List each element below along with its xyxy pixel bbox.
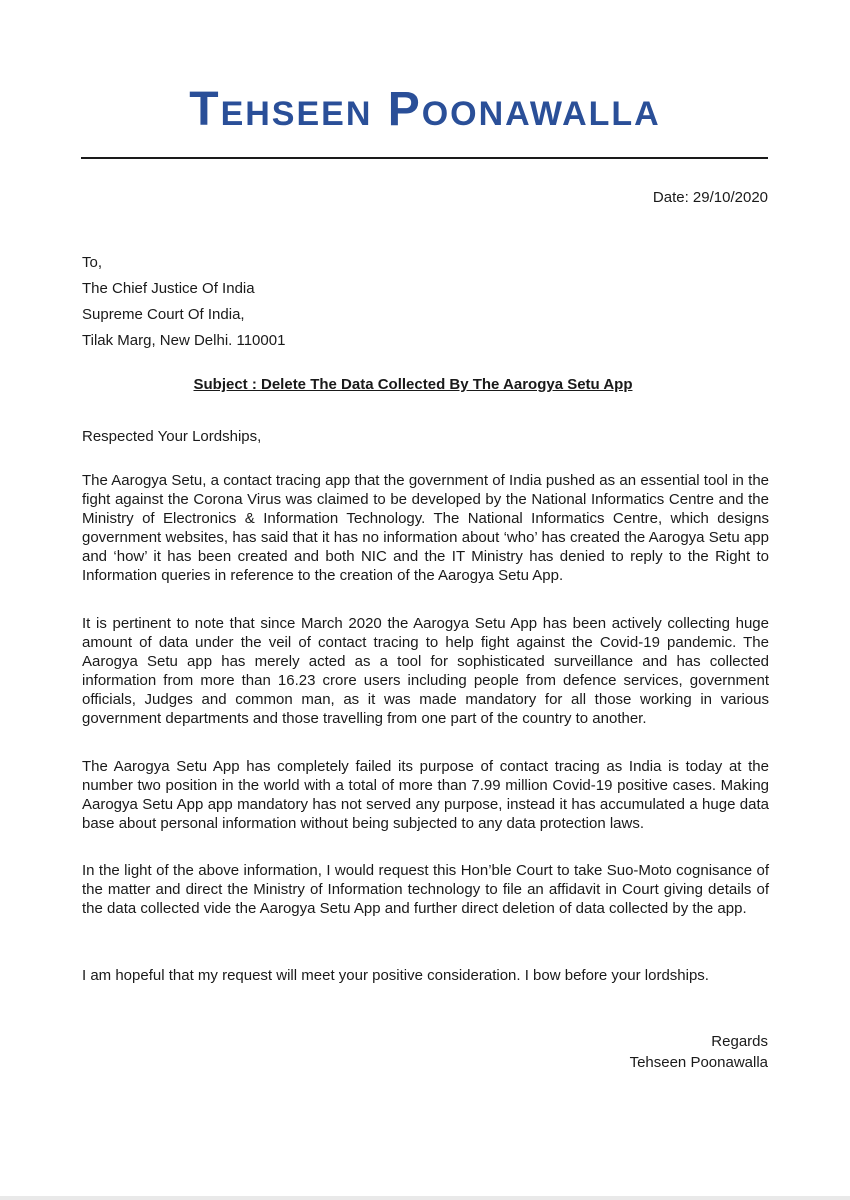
body-paragraph: The Aarogya Setu, a contact tracing app that the government of India pushed as an essential tool in the fight against the Corona Virus was claimed to be developed by the National Informatics Centre and the Ministry of Electronics & Information Technology. The National Informatics Centre, which designs government websites, has said that it has no information about ‘who’ has created the Aarogya Setu app and ‘how’ it has been created and both NIC and the IT Ministry has denied to reply to the Right to Information queries in reference to the creation of the Aarogya Setu App. [82,472,769,584]
signature-name: Tehseen Poonawalla [629,1054,768,1071]
page-bottom-edge [0,1196,850,1200]
recipient-line: The Chief Justice Of India [82,280,255,297]
closing-regards: Regards [711,1033,768,1050]
salutation: Respected Your Lordships, [82,428,262,445]
body-paragraph: The Aarogya Setu App has completely failed its purpose of contact tracing as India is today at the number two position in the world with a total of more than 7.99 million Covid-19 positive cases. Making Aarogya Setu App app mandatory has not served any purpose, instead it has accumulated a huge data base about personal information without being subjected to any data protection laws. [82,758,769,832]
letter-date: Date: 29/10/2020 [652,189,768,206]
subject-line: Subject : Delete The Data Collected By The Aarogya Setu App [193,376,633,393]
recipient-address [82,250,482,354]
letterhead-name: Tehseen Poonawalla [189,83,661,136]
closing-block [630,1031,768,1073]
body-paragraph: I am hopeful that my request will meet your positive consideration. I bow before your lordships. [82,967,709,984]
recipient-line: To, [82,254,103,271]
body-paragraph: In the light of the above information, I would request this Hon’ble Court to take Suo-Moto cognisance of the matter and direct the Ministry of Information technology to file an affidavit in Court giving details of the data collected vide the Aarogya Setu App and further direct deletion of data collected by the app. [82,862,769,917]
body-paragraph: It is pertinent to note that since March 2020 the Aarogya Setu App has been actively collecting huge amount of data under the veil of contact tracing to help fight against the Covid-19 pandemic. The Aarogya Setu app has merely acted as a tool for sophisticated surveillance and has collected information from more than 16.23 crore users including people from defence services, government officials, Judges and common man, as it was made mandatory for all those working in various government departments and those travelling from one part of the country to another. [82,615,769,727]
letterhead-divider [81,157,768,159]
recipient-line: Tilak Marg, New Delhi. 110001 [82,332,286,349]
recipient-line: Supreme Court Of India, [82,306,245,323]
